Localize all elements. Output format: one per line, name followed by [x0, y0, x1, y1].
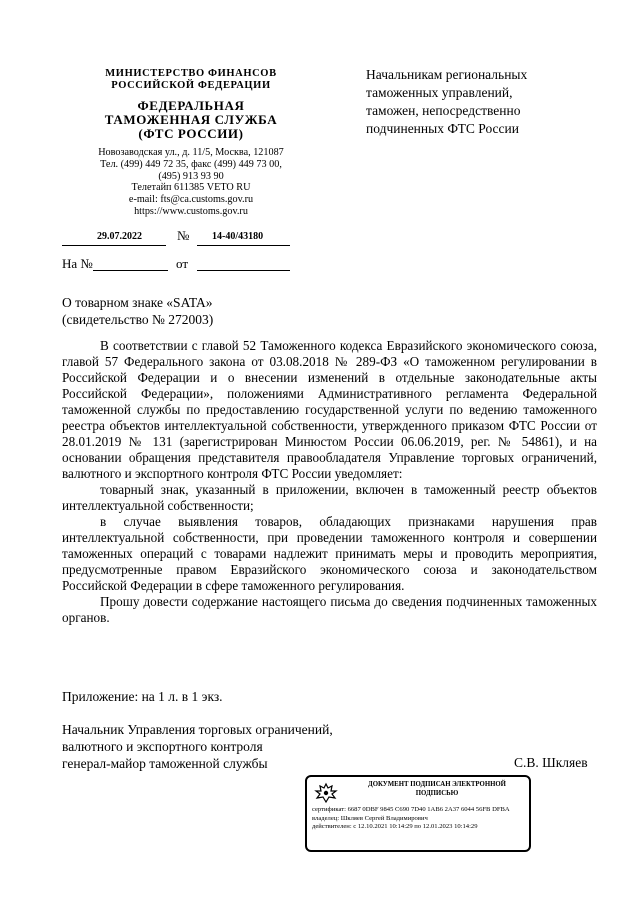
- ministry-line: РОССИЙСКОЙ ФЕДЕРАЦИИ: [111, 80, 271, 91]
- stamp-title: [349, 781, 525, 798]
- addressee-line: Начальникам региональных: [366, 67, 528, 82]
- position-line: генерал-майор таможенной службы: [62, 756, 268, 771]
- letter-body: [62, 338, 597, 626]
- ref-from-label: от: [176, 256, 189, 271]
- ref-date-blank: [197, 270, 290, 271]
- emblem-icon: [313, 782, 339, 804]
- subject-line: (свидетельство № 272003): [62, 312, 214, 327]
- website-link[interactable]: https://www.customs.gov.ru: [134, 205, 248, 217]
- body-paragraph: в случае выявления товаров, обладающих признаками нарушения прав интеллектуальной собственности, при проведении таможенного контроля и совершении таможенных операций с товарами надлежит принимать меры и проводить мероприятия, предусмотренные правом Евразийского экономического союза и законодательством Российской Федерации в сфере таможенного регулирования.: [62, 514, 597, 593]
- ministry-line: МИНИСТЕРСТВО ФИНАНСОВ: [105, 68, 277, 79]
- signatory-position: [62, 721, 333, 772]
- letter-subject: [62, 294, 213, 328]
- ref-label: На №: [62, 256, 93, 271]
- service-name: [56, 99, 326, 141]
- phone-line-2: (495) 913 93 90: [158, 170, 224, 182]
- teletype-line: Телетайп 611385 VETO RU: [131, 182, 251, 194]
- service-line: (ФТС РОССИИ): [138, 126, 244, 141]
- body-paragraph: В соответствии с главой 52 Таможенного кодекса Евразийского экономического союза, главой 57 Федерального закона от 03.08.2018 № 289-ФЗ «О таможенном регулировании в Российской Федерации и о внесении изменений в отдельные законодательные акты Российской Федерации», положениями Административного регламента Федеральной таможенной службы по предоставлению государственной услуги по ведению таможенного реестра объектов интеллектуальной собственности, утвержденного приказом ФТС России от 28.01.2019 № 131 (зарегистрирован Минюстом России 06.06.2019, рег. № 54861), и на основании обращения представителя правообладателя Управление торговых ограничений, валютного и экспортного контроля ФТС России уведомляет:: [62, 338, 597, 481]
- addressee-line: таможенных управлений,: [366, 85, 513, 100]
- ministry-name: [56, 68, 326, 92]
- stamp-title-line: ПОДПИСЬЮ: [415, 789, 459, 797]
- contact-block: [56, 147, 326, 218]
- signatory-name: С.В. Шкляев: [514, 755, 588, 770]
- reg-date-underline: [62, 245, 166, 246]
- reg-no-label: №: [177, 228, 190, 243]
- ref-number-blank: [93, 270, 168, 271]
- addressee-line: подчиненных ФТС России: [366, 121, 519, 136]
- email-line: e-mail: fts@ca.customs.gov.ru: [128, 194, 254, 206]
- validity-line: действителен: с 12.10.2021 10:14:29 по 12.01.2023 10:14:29: [312, 823, 478, 830]
- position-line: Начальник Управления торговых ограничений,: [62, 722, 333, 737]
- service-line: ФЕДЕРАЛЬНАЯ: [137, 98, 245, 113]
- stamp-details: [312, 806, 526, 832]
- body-paragraph: Прошу довести содержание настоящего письма до сведения подчиненных таможенных органов.: [62, 594, 597, 625]
- addressee-line: таможен, непосредственно: [366, 103, 521, 118]
- addressee-block: [366, 66, 616, 138]
- subject-line: О товарном знаке «SATA»: [62, 295, 213, 310]
- reg-number: 14-40/43180: [212, 231, 264, 242]
- electronic-signature-stamp: [305, 775, 531, 852]
- appendix-note: Приложение: на 1 л. в 1 экз.: [62, 689, 223, 704]
- body-paragraph: товарный знак, указанный в приложении, включен в таможенный реестр объектов интеллектуальной собственности;: [62, 482, 597, 513]
- reg-date: 29.07.2022: [97, 231, 142, 242]
- phone-line: Тел. (499) 449 72 35, факс (499) 449 73 00,: [100, 158, 282, 170]
- certificate-line: сертификат: 6687 0DBF 9845 C690 7D40 1AB6 2A37 6044 56FB DFBA: [312, 806, 510, 813]
- owner-line: владелец: Шкляев Сергей Владимирович: [312, 814, 428, 822]
- position-line: валютного и экспортного контроля: [62, 739, 263, 754]
- reg-no-underline: [197, 245, 290, 246]
- address-line: Новозаводская ул., д. 11/5, Москва, 121087: [98, 147, 284, 158]
- stamp-title-line: ДОКУМЕНТ ПОДПИСАН ЭЛЕКТРОННОЙ: [368, 781, 506, 788]
- service-line: ТАМОЖЕННАЯ СЛУЖБА: [104, 112, 278, 127]
